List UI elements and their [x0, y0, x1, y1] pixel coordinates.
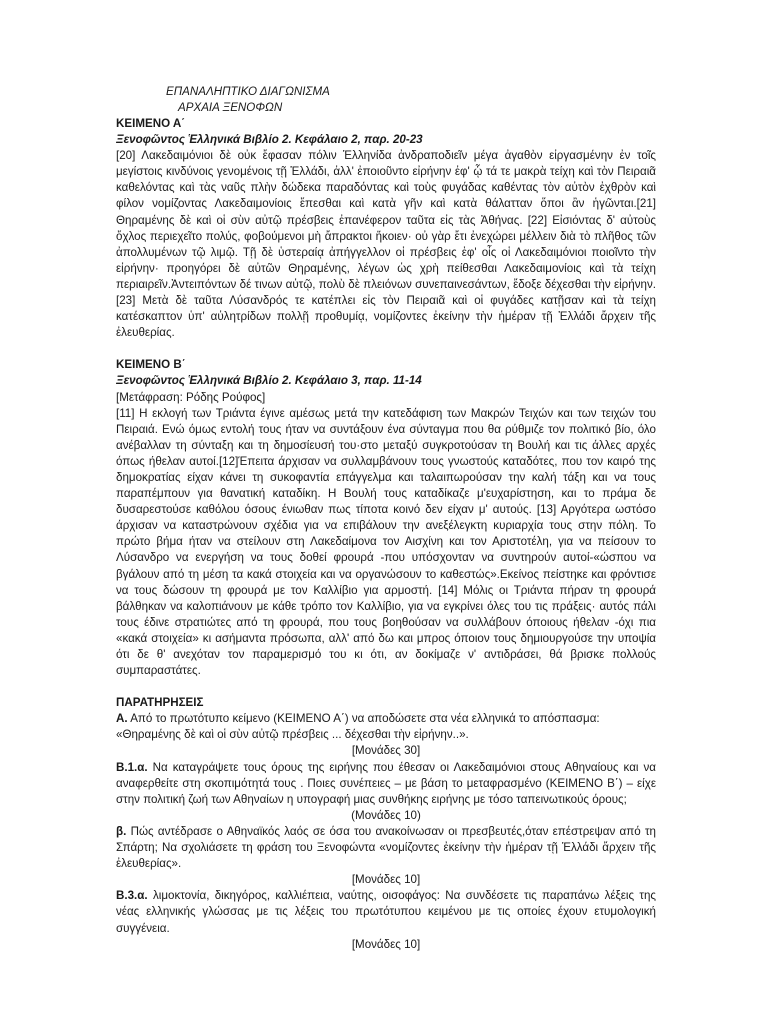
- question-b1-text: Να καταγράψετε τους όρους της ειρήνης που έθεσαν οι Λακεδαιμόνιοι στους Αθηναίους και να αναφερθείτε στη σκοπιμότητά τους . Ποιες συνέπειες – με βάση το μεταφρασμένο (ΚΕΙΜΕΝΟ Β΄) – είχε στην πολιτική ζωή των Αθηναίων η υπογραφή μιας συνθήκης ειρήνης με τόσο ταπεινωτικούς όρους;: [116, 760, 656, 806]
- question-b1-label: Β.1.α.: [116, 760, 148, 774]
- question-a-text: Από το πρωτότυπο κείμενο (ΚΕΙΜΕΝΟ Α΄) να αποδώσετε στα νέα ελληνικά το απόσπασμα:: [130, 712, 600, 726]
- question-b-label: β.: [116, 824, 127, 838]
- question-b1-marks: (Μονάδες 10): [351, 808, 421, 822]
- question-b3-label: Β.3.α.: [116, 889, 148, 903]
- question-b1: [116, 760, 656, 808]
- question-b3-text: λιμοκτονία, δικηγόρος, καλλιέπεια, ναύτης, οισοφάγος: Να συνδέσετε τις παραπάνω λέξεις της νέας ελληνικής γλώσσας με τις λέξεις του πρωτότυπου κειμένου με τις οποίες έχουν ετυμολογική συγγένεια.: [116, 889, 656, 935]
- text-a-body: [20] Λακεδαιμόνιοι δὲ οὐκ ἔφασαν πόλιν Ἑλληνίδα ἀνδραποδιεῖν μέγα ἀγαθὸν εἰργασμένην ἐν τοῖς μεγίστοις κινδύνοις γενομένοις τῇ Ἑλλάδι, ἀλλ' ἐποιοῦντο εἰρήνην ἐφ' ᾧ τά τε μακρὰ τείχη καὶ τὸν Πειραιᾶ καθελόντας καὶ τὰς ναῦς πλὴν δώδεκα παραδόντας καὶ τοὺς φυγάδας καθέντας τὸν αὐτὸν ἐχθρὸν καὶ φίλον νομίζοντας Λακεδαιμονίοις ἕπεσθαι καὶ κατὰ γῆν καὶ κατὰ θάλατταν ὅποι ἂν ἡγῶνται.[21] Θηραμένης δὲ καὶ οἱ σὺν αὐτῷ πρέσβεις ἐπανέφερον ταῦτα εἰς τὰς Ἀθήνας. [22] Εἰσιόντας δ' αὐτοὺς ὄχλος περιεχεῖτο πολύς, φοβούμενοι μὴ ἄπρακτοι ἥκοιεν· οὐ γὰρ ἔτι ἐνεχώρει μέλλειν διὰ τὸ πλῆθος τῶν ἀπολλυμένων τῷ λιμῷ. Τῇ δὲ ὑστεραίᾳ ἀπήγγελλον οἱ πρέσβεις ἐφ' οἷς οἱ Λακεδαιμόνιοι ποιοῖντο τὴν εἰρήνην· προηγόρει δὲ αὐτῶν Θηραμένης, λέγων ὡς χρὴ πείθεσθαι Λακεδαιμονίοις καὶ τὰ τείχη περιαιρεῖν.Ἀντειπόντων δέ τινων αὐτῷ, πολὺ δὲ πλειόνων συνεπαινεσάντων, ἔδοξε δέχεσθαι τὴν εἰρήνην. [23] Μετὰ δὲ ταῦτα Λύσανδρός τε κατέπλει εἰς τὸν Πειραιᾶ καὶ οἱ φυγάδες κατῇσαν καὶ τὰ τείχη κατέσκαπτον ὑπ' αὐλητρίδων πολλῇ προθυμίᾳ, νομίζοντες ἐκείνην τὴν ἡμέραν τῇ Ἑλλάδι ἄρχειν τῆς ἐλευθερίας.: [116, 149, 656, 340]
- spacer: [116, 341, 656, 357]
- text-a-heading: ΚΕΙΜΕΝΟ Α΄: [116, 117, 186, 130]
- question-a: [116, 711, 656, 727]
- text-b-body: [11] Η εκλογή των Τριάντα έγινε αμέσως μετά την κατεδάφιση των Μακρών Τειχών και των τειχών του Πειραιά. Ενώ όμως εντολή τους ήταν να συντάξουν ένα σύνταγμα που θα ρύθμιζε τον πολιτικό βίο, όλο ανέβαλλαν τη σύνταξη και τη δημοσίευσή του·στο μεταξύ συγκροτούσαν τη Βουλή και τις άλλες αρχές όπως ήθελαν αυτοί.[12]Έπειτα άρχισαν να συλλαμβάνουν τους γνωστούς καταδότες, που τον καιρό της δημοκρατίας είχαν κάνει τη συκοφαντία επάγγελμα και ταλαιπωρούσαν την καλή τάξη και να τους παραπέμπουν για θανατική καταδίκη. Η Βουλή τους καταδίκαζε μ'ευχαρίστηση, και το πράμα δε δυσαρεστούσε καθόλου όσους ένιωθαν πως τίποτα κοινό δεν είχαν μ' αυτούς. [13] Αργότερα ωστόσο άρχισαν να καταστρώνουν σχέδια για να επιβάλουν την ανεξέλεγκτη κυριαρχία τους στην πόλη. Το πρώτο βήμα ήταν να στείλουν στη Λακεδαίμονα τον Αισχίνη και τον Αριστοτέλη, για να πείσουν το Λύσανδρο να ενεργήση να τους δοθεί φρουρά -που υπόσχονταν να συντηρούν αυτοί-«ώσπου να βγάλουν από τη μέση τα κακά στοιχεία και να οργανώσουν το καθεστώς».Εκείνος πείστηκε και φρόντισε να τους δώσουν τη φρουρά με τον Καλλίβιο για αρμοστή. [14] Μόλις οι Τριάντα πήραν τη φρουρά βάλθηκαν να καλοπιάνουν με κάθε τρόπο τον Καλλίβιο, για να εγκρίνει όλες του τις πράξεις· αυτός πάλι τους έδινε στρατιώτες από τη φρουρά, που τους βοηθούσαν να συλλάβουν όποιους ήθελαν -όχι πια «κακά στοιχεία» κι ασήμαντα πρόσωπα, αλλ' από δω και μπρος όποιον τους δημιουργούσε την υποψία ότι δε θ' ανεχόταν τον παραμερισμό του κι ότι, αν δοκίμαζε ν' αντιδράσει, θά βρισκε πολλούς συμπαραστάτες.: [116, 406, 656, 678]
- question-b: [116, 824, 656, 872]
- question-a-quote: «Θηραμένης δὲ καὶ οἱ σὺν αὐτῷ πρέσβεις ... δέχεσθαι τὴν εἰρήνην..».: [116, 728, 469, 742]
- question-b3: [116, 888, 656, 936]
- question-b3-marks: [Μονάδες 10]: [351, 937, 421, 951]
- text-a-source: Ξενοφῶντος Ἑλληνικά Βιβλίο 2. Κεφάλαιο 2, παρ. 20-23: [116, 133, 423, 147]
- text-b-heading: ΚΕΙΜΕΝΟ Β΄: [116, 358, 186, 372]
- question-a-label: Α.: [116, 712, 128, 726]
- question-a-marks: [Μονάδες 30]: [351, 744, 421, 758]
- questions-heading: ΠΑΡΑΤΗΡΗΣΕΙΣ: [116, 696, 204, 710]
- spacer: [116, 679, 656, 695]
- question-b-marks: [Μονάδες 10]: [351, 873, 421, 887]
- text-b-source: Ξενοφῶντος Ἑλληνικά Βιβλίο 2. Κεφάλαιο 3, παρ. 11-14: [116, 374, 422, 388]
- text-b-translator: [Μετάφραση: Ρόδης Ρούφος]: [116, 390, 266, 404]
- question-b-text: Πώς αντέδρασε ο Αθηναϊκός λαός σε όσα του ανακοίνωσαν οι πρεσβευτές,όταν επέστρεψαν από τη Σπάρτη; Να σχολιάσετε τη φράση του Ξενοφώντα «νομίζοντες ἐκείνην τὴν ἡμέραν τῇ Ἑλλάδι ἄρχειν τῆς ἐλευθερίας».: [116, 824, 656, 871]
- exam-title: ΕΠΑΝΑΛΗΠΤΙΚΟ ΔΙΑΓΩΝΙΣΜΑ: [166, 85, 330, 98]
- exam-subtitle: ΑΡΧΑΙΑ ΞΕΝΟΦΩΝ: [178, 101, 283, 114]
- document-page: [116, 84, 656, 953]
